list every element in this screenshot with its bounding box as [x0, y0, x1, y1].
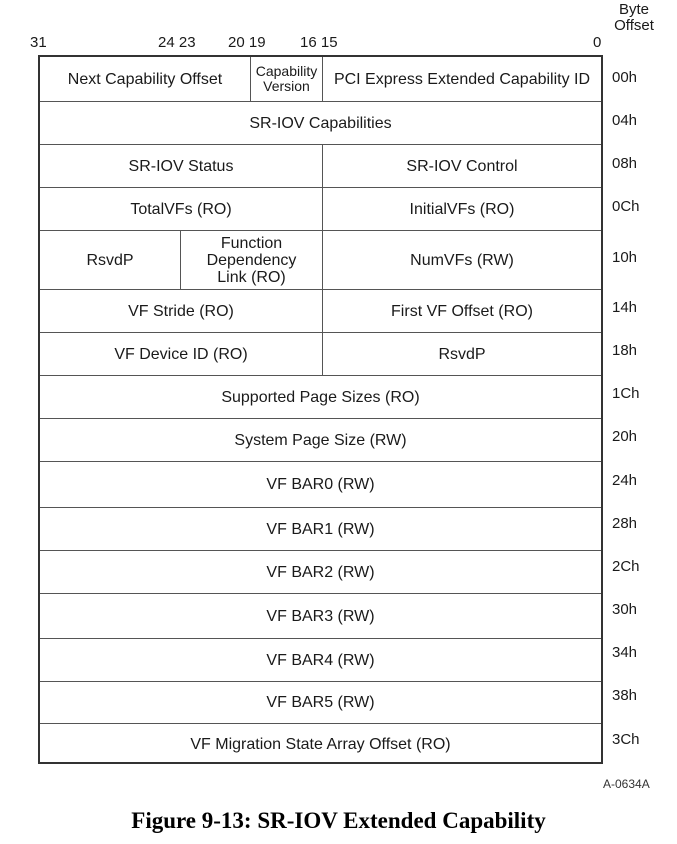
offset-10h: 10h: [612, 249, 638, 266]
register-row-14h: [40, 289, 601, 332]
bit-label-24-23: 24 23: [158, 34, 196, 51]
register-row-20h: [40, 418, 601, 461]
bit-label-0: 0: [593, 34, 602, 51]
field-capability-version: Capability Version: [250, 57, 322, 101]
register-row-10h: [40, 230, 601, 289]
field-initialvfs: InitialVFs (RO): [322, 188, 601, 230]
bit-label-20-19: 20 19: [228, 34, 266, 51]
figure-doc-id: A-0634A: [603, 777, 650, 791]
offset-04h: 04h: [612, 112, 638, 129]
register-row-28h: [40, 507, 601, 550]
register-row-04h: [40, 101, 601, 144]
offset-08h: 08h: [612, 155, 638, 172]
bit-label-16-15: 16 15: [300, 34, 338, 51]
field-next-capability-offset: Next Capability Offset: [67, 70, 223, 88]
field-function-dependency-link: Function Dependency Link (RO): [180, 231, 322, 289]
field-vf-bar5: VF BAR5 (RW): [266, 694, 375, 711]
register-row-2ch: [40, 550, 601, 593]
register-row-3ch: [40, 723, 601, 764]
field-vf-bar0: VF BAR0 (RW): [266, 476, 375, 493]
register-layout: [38, 55, 603, 764]
bit-label-31: 31: [30, 34, 47, 51]
offset-38h: 38h: [612, 687, 638, 704]
offset-34h: 34h: [612, 644, 638, 661]
offset-00h: 00h: [612, 69, 638, 86]
field-sriov-capabilities: SR-IOV Capabilities: [249, 114, 392, 132]
field-sriov-status: SR-IOV Status: [128, 157, 234, 175]
field-vf-bar2: VF BAR2 (RW): [266, 563, 375, 581]
field-vf-migration-state-array-offset: VF Migration State Array Offset (RO): [190, 735, 451, 753]
field-rsvdp-18h: RsvdP: [322, 333, 601, 375]
register-row-34h: [40, 638, 601, 681]
register-row-0ch: [40, 187, 601, 230]
offset-20h: 20h: [612, 428, 638, 445]
offset-14h: 14h: [612, 299, 638, 316]
byte-offset-header: Byte Offset: [614, 1, 654, 34]
field-sriov-control: SR-IOV Control: [322, 145, 601, 187]
field-system-page-size: System Page Size (RW): [234, 431, 407, 449]
figure-caption: Figure 9-13: SR-IOV Extended Capability: [131, 808, 546, 833]
field-vf-stride: VF Stride (RO): [128, 302, 234, 320]
offset-1ch: 1Ch: [612, 385, 640, 402]
offset-28h: 28h: [612, 515, 638, 532]
offset-3ch: 3Ch: [612, 731, 640, 748]
field-vf-device-id: VF Device ID (RO): [114, 345, 248, 363]
field-supported-page-sizes: Supported Page Sizes (RO): [221, 388, 420, 406]
field-numvfs: NumVFs (RW): [322, 231, 601, 289]
register-row-38h: [40, 681, 601, 723]
register-row-24h: [40, 461, 601, 507]
field-pcie-ext-cap-id: PCI Express Extended Capability ID: [322, 57, 601, 101]
field-vf-bar3: VF BAR3 (RW): [266, 607, 375, 625]
field-vf-bar1: VF BAR1 (RW): [266, 520, 375, 538]
offset-18h: 18h: [612, 342, 638, 359]
register-row-00h: [40, 57, 601, 101]
field-totalvfs: TotalVFs (RO): [130, 200, 232, 218]
register-row-30h: [40, 593, 601, 638]
register-row-1ch: [40, 375, 601, 418]
offset-2ch: 2Ch: [612, 558, 640, 575]
offset-0ch: 0Ch: [612, 198, 640, 215]
register-row-18h: [40, 332, 601, 375]
register-row-08h: [40, 144, 601, 187]
field-first-vf-offset: First VF Offset (RO): [322, 290, 601, 332]
field-vf-bar4: VF BAR4 (RW): [266, 651, 375, 669]
field-rsvdp: RsvdP: [86, 251, 134, 269]
offset-24h: 24h: [612, 472, 638, 489]
offset-30h: 30h: [612, 601, 638, 618]
